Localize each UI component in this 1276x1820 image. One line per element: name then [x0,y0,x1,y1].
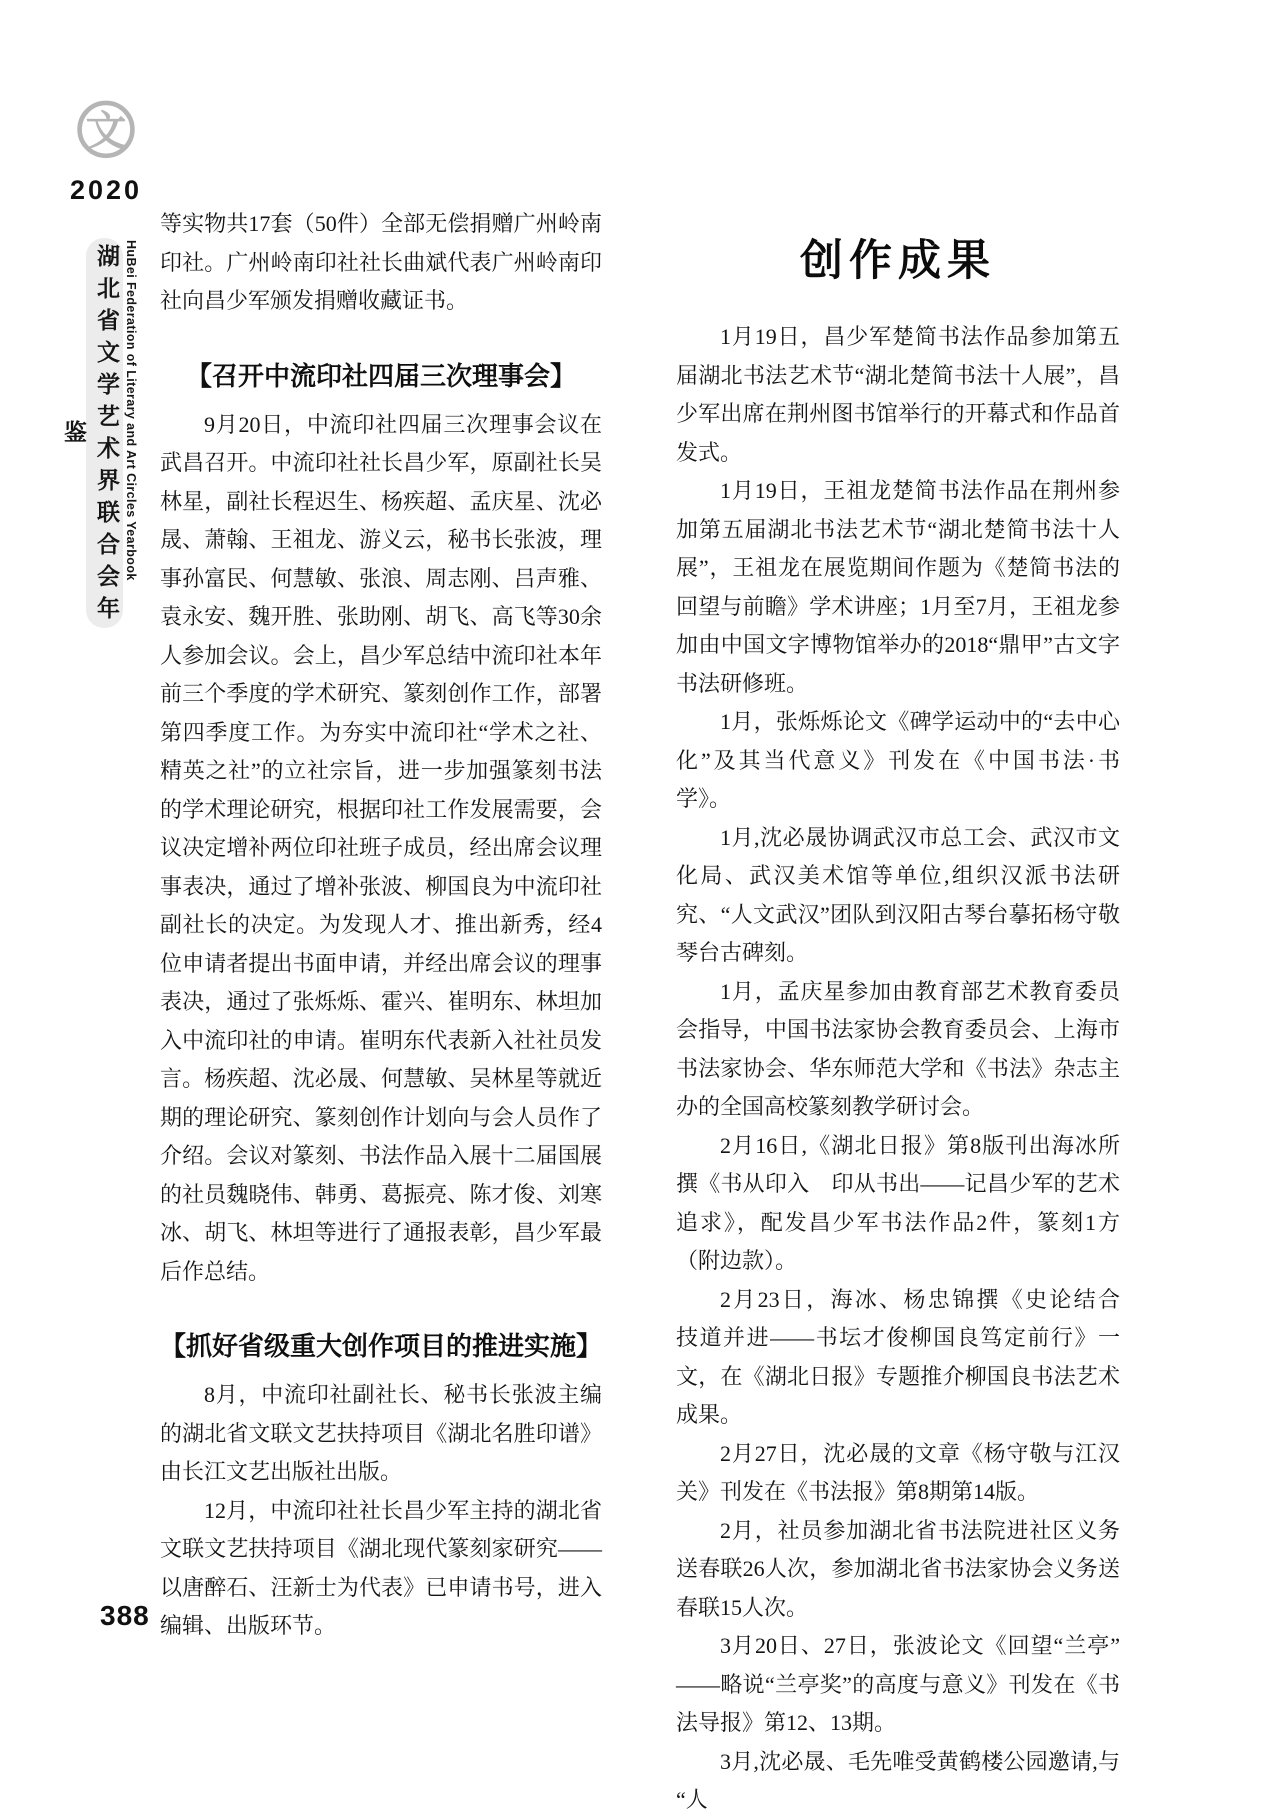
section-heading-key-projects: 【抓好省级重大创作项目的推进实施】 [160,1331,603,1361]
sidebar-title-chinese: 湖北省文学艺术界联合会年鉴 [86,238,123,628]
federation-logo-icon [73,109,139,172]
section-title-creative-achievements: 创作成果 [800,237,996,285]
section-heading-board-meeting: 【召开中流印社四届三次理事会】 [185,360,576,391]
paragraph: 1月，孟庆星参加由教育部艺术教育委员会指导，中国书法家协会教育委员会、上海市书法家协会、华东师范大学和《书法》杂志主办的全国高校篆刻教学研讨会。 [676,978,1120,1119]
paragraph: 2月，社员参加湖北省书法院进社区义务送春联26人次，参加湖北省书法家协会义务送春联15人次。 [676,1517,1120,1620]
continued-paragraph: 等实物共17套（50件）全部无偿捐赠广州岭南印社。广州岭南印社社长曲斌代表广州岭南印社向昌少军颁发捐赠收藏证书。 [160,211,602,313]
paragraph: 2月27日，沈必晟的文章《杨守敬与江汉关》刊发在《书法报》第8期第14版。 [676,1440,1120,1504]
left-column [160,205,602,1646]
paragraph: 1月，张烁烁论文《碑学运动中的“去中心化”及其当代意义》刊发在《中国书法·书学》。 [676,709,1120,811]
logo-year: 2020 [70,175,143,205]
paragraph: 8月，中流印社副社长、秘书长张波主编的湖北省文联文艺扶持项目《湖北名胜印谱》由长江文艺出版社出版。 [160,1382,602,1484]
paragraph: 2月16日,《湖北日报》第8版刊出海冰所撰《书从印入 印从书出——记昌少军的艺术追求》，配发昌少军书法作品2件，篆刻1方（附边款）。 [676,1132,1120,1273]
paragraph: 12月，中流印社社长昌少军主持的湖北省文联文艺扶持项目《湖北现代篆刻家研究——以唐醉石、汪新士为代表》已申请书号，进入编辑、出版环节。 [160,1497,602,1638]
paragraph: 9月20日，中流印社四届三次理事会议在武昌召开。中流印社社长昌少军，原副社长吴林星，副社长程迟生、杨疾超、孟庆星、沈必晟、萧翰、王祖龙、游义云，秘书长张波，理事孙富民、何慧敏、张浪、周志刚、吕声雅、袁永安、魏开胜、张助刚、胡飞、高飞等30余人参加会议。会上，昌少军总结中流印社本年前三个季度的学术研究、篆刻创作工作，部署第四季度工作。为夯实中流印社“学术之社、精英之社”的立社宗旨，进一步加强篆刻书法的学术理论研究，根据印社工作发展需要，会议决定增补两位印社班子成员，经出席会议理事表决，通过了增补张波、柳国良为中流印社副社长的决定。为发现人才、推出新秀，经4位申请者提出书面申请，并经出席会议的理事表决，通过了张烁烁、霍兴、崔明东、林坦加入中流印社的申请。崔明东代表新入社社员发言。杨疾超、沈必晟、何慧敏、吴林星等就近期的理论研究、篆刻创作计划向与会人员作了介绍。会议对篆刻、书法作品入展十二届国展的社员魏晓伟、韩勇、葛振亮、陈才俊、刘寒冰、胡飞、林坦等进行了通报表彰，昌少军最后作总结。 [160,411,602,1284]
svg-text:文: 文 [85,109,127,155]
paragraph: 1月,沈必晟协调武汉市总工会、武汉市文化局、武汉美术馆等单位,组织汉派书法研究、“人文武汉”团队到汉阳古琴台摹拓杨守敬琴台古碑刻。 [676,824,1120,965]
paragraph: 2月23日，海冰、杨忠锦撰《史论结合 技道并进——书坛才俊柳国良笃定前行》一文，在《湖北日报》专题推介柳国良书法艺术成果。 [676,1286,1143,1427]
paragraph: 3月,沈必晟、毛先唯受黄鹤楼公园邀请,与“人 [676,1748,1120,1812]
paragraph: 1月19日，王祖龙楚简书法作品在荆州参加第五届湖北书法艺术节“湖北楚简书法十人展”，王祖龙在展览期间作题为《楚简书法的回望与前瞻》学术讲座；1月至7月，王祖龙参加由中国文字博物馆举办的2018“鼎甲”古文字书法研修班。 [676,478,1120,696]
paragraph: 1月19日，昌少军楚简书法作品参加第五届湖北书法艺术节“湖北楚简书法十人展”，昌少军出席在荆州图书馆举行的开幕式和作品首发式。 [676,324,1120,465]
logo-block [70,96,142,206]
right-column [676,205,1143,1820]
sidebar-title-english: HuBei Federation of Literary and Art Circles Yearbook [124,240,138,581]
page-number: 388 [100,1600,150,1631]
paragraph: 3月20日、27日，张波论文《回望“兰亭”——略说“兰亭奖”的高度与意义》刊发在《书法导报》第12、13期。 [676,1633,1120,1735]
